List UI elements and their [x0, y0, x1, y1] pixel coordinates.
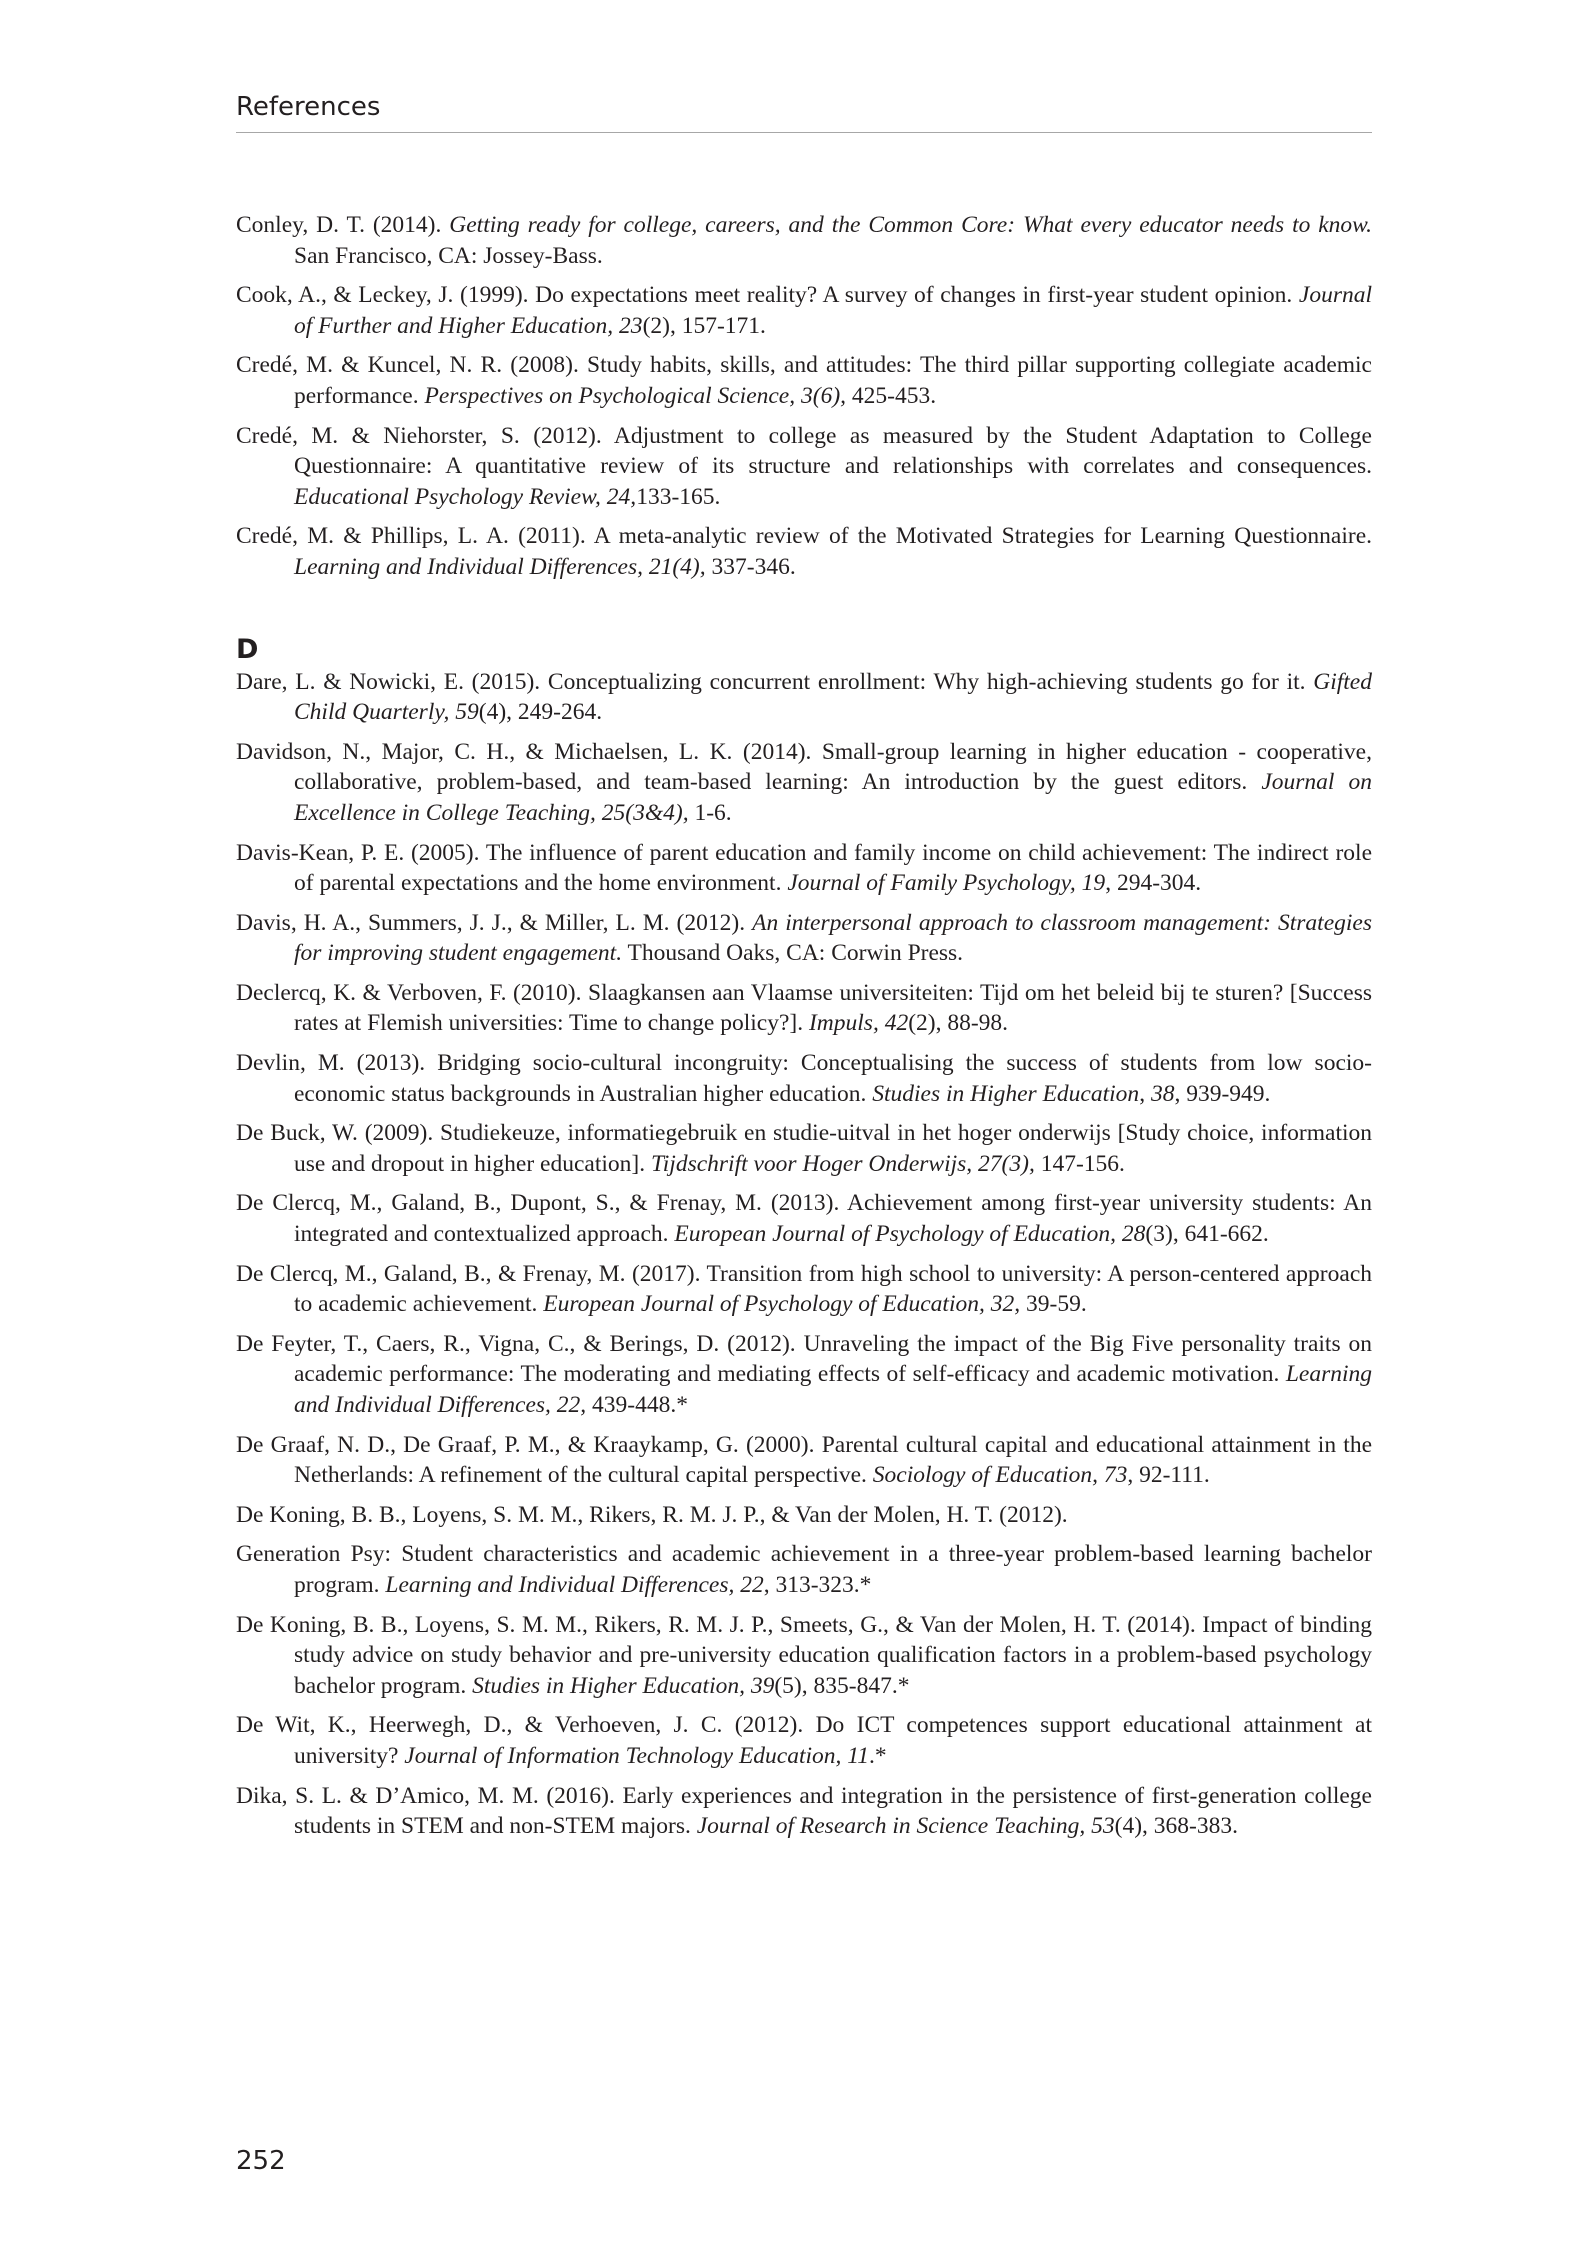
running-header: References [236, 92, 1372, 133]
reference-entry: De Clercq, M., Galand, B., & Frenay, M. (2017). Transition from high school to university: A person-centered approach to academic achievement. European Journal of Psychology of Education, 32, 39-59. [236, 1260, 1372, 1318]
reference-entry: Credé, M. & Phillips, L. A. (2011). A meta-analytic review of the Motivated Strategies for Learning Questionnaire. Learning and Individual Differences, 21(4), 337-346. [236, 523, 1372, 580]
reference-entry: De Feyter, T., Caers, R., Vigna, C., & Berings, D. (2012). Unraveling the impact of the Big Five personality traits on academic performance: The moderating and mediating effects of self-efficacy and academic motivation. Learning and Individual Differences, 22, 439-448.* [236, 1330, 1372, 1418]
references-d-list [236, 667, 1372, 1842]
reference-entry: De Wit, K., Heerwegh, D., & Verhoeven, J. C. (2012). Do ICT competences support educational attainment at university? Journal of Information Technology Education, 11.* [236, 1712, 1372, 1769]
page-number: 252 [236, 2146, 286, 2176]
reference-entry: De Buck, W. (2009). Studiekeuze, informatiegebruik en studie-uitval in het hoger onderwijs [Study choice, information use and dropout in higher education]. Tijdschrift voor Hoger Onderwijs, 27(3), 147-156. [236, 1120, 1372, 1177]
reference-entry: De Koning, B. B., Loyens, S. M. M., Rikers, R. M. J. P., Smeets, G., & Van der Molen, H. T. (2014). Impact of binding study advice on study behavior and pre-university education qualification factors in a problem-based psychology bachelor program. Studies in Higher Education, 39(5), 835-847.* [236, 1611, 1372, 1699]
reference-entry: Credé, M. & Niehorster, S. (2012). Adjustment to college as measured by the Student Adaptation to College Questionnaire: A quantitative review of its structure and relationships with correlates and consequences. Educational Psychology Review, 24,133-165. [236, 422, 1372, 510]
reference-entry: Dare, L. & Nowicki, E. (2015). Conceptualizing concurrent enrollment: Why high-achieving students go for it. Gifted Child Quarterly, 59(4), 249-264. [236, 668, 1372, 726]
reference-entry: Davis-Kean, P. E. (2005). The influence of parent education and family income on child achievement: The indirect role of parental expectations and the home environment. Journal of Family Psychology, 19, 294-304. [236, 839, 1372, 897]
reference-entry: De Koning, B. B., Loyens, S. M. M., Rikers, R. M. J. P., & Van der Molen, H. T. (2012). [236, 1501, 1068, 1528]
reference-entry: De Clercq, M., Galand, B., Dupont, S., & Frenay, M. (2013). Achievement among first-year university students: An integrated and contextualized approach. European Journal of Psychology of Education, 28(3), 641-662. [236, 1190, 1372, 1248]
reference-entry: Davidson, N., Major, C. H., & Michaelsen, L. K. (2014). Small-group learning in higher education - cooperative, collaborative, problem-based, and team-based learning: An introduction by the guest editors. Journal on Excellence in College Teaching, 25(3&4), 1-6. [236, 738, 1372, 826]
references-c-list [236, 210, 1372, 583]
reference-entry: De Graaf, N. D., De Graaf, P. M., & Kraaykamp, G. (2000). Parental cultural capital and educational attainment in the Netherlands: A refinement of the cultural capital perspective. Sociology of Education, 73, 92-111. [236, 1431, 1372, 1489]
reference-entry: Devlin, M. (2013). Bridging socio-cultural incongruity: Conceptualising the success of students from low socio-economic status backgrounds in Australian higher education. Studies in Higher Education, 38, 939-949. [236, 1050, 1372, 1107]
reference-list [236, 210, 1372, 1851]
reference-entry: Cook, A., & Leckey, J. (1999). Do expectations meet reality? A survey of changes in first-year student opinion. Journal of Further and Higher Education, 23(2), 157-171. [236, 282, 1372, 339]
section-heading-d: D [236, 633, 259, 665]
reference-entry: Davis, H. A., Summers, J. J., & Miller, L. M. (2012). An interpersonal approach to classroom management: Strategies for improving student engagement. Thousand Oaks, CA: Corwin Press. [236, 909, 1372, 967]
reference-entry: Conley, D. T. (2014). Getting ready for college, careers, and the Common Core: What every educator needs to know. San Francisco, CA: Jossey-Bass. [236, 212, 1372, 269]
reference-entry: Dika, S. L. & D’Amico, M. M. (2016). Early experiences and integration in the persistence of first-generation college students in STEM and non-STEM majors. Journal of Research in Science Teaching, 53(4), 368-383. [236, 1782, 1372, 1840]
reference-entry: Generation Psy: Student characteristics and academic achievement in a three-year problem-based learning bachelor program. Learning and Individual Differences, 22, 313-323.* [236, 1541, 1372, 1598]
reference-entry: Declercq, K. & Verboven, F. (2010). Slaagkansen aan Vlaamse universiteiten: Tijd om het beleid bij te sturen? [Success rates at Flemish universities: Time to change policy?]. Impuls, 42(2), 88-98. [236, 979, 1372, 1037]
reference-entry: Credé, M. & Kuncel, N. R. (2008). Study habits, skills, and attitudes: The third pillar supporting collegiate academic performance. Perspectives on Psychological Science, 3(6), 425-453. [236, 352, 1372, 409]
